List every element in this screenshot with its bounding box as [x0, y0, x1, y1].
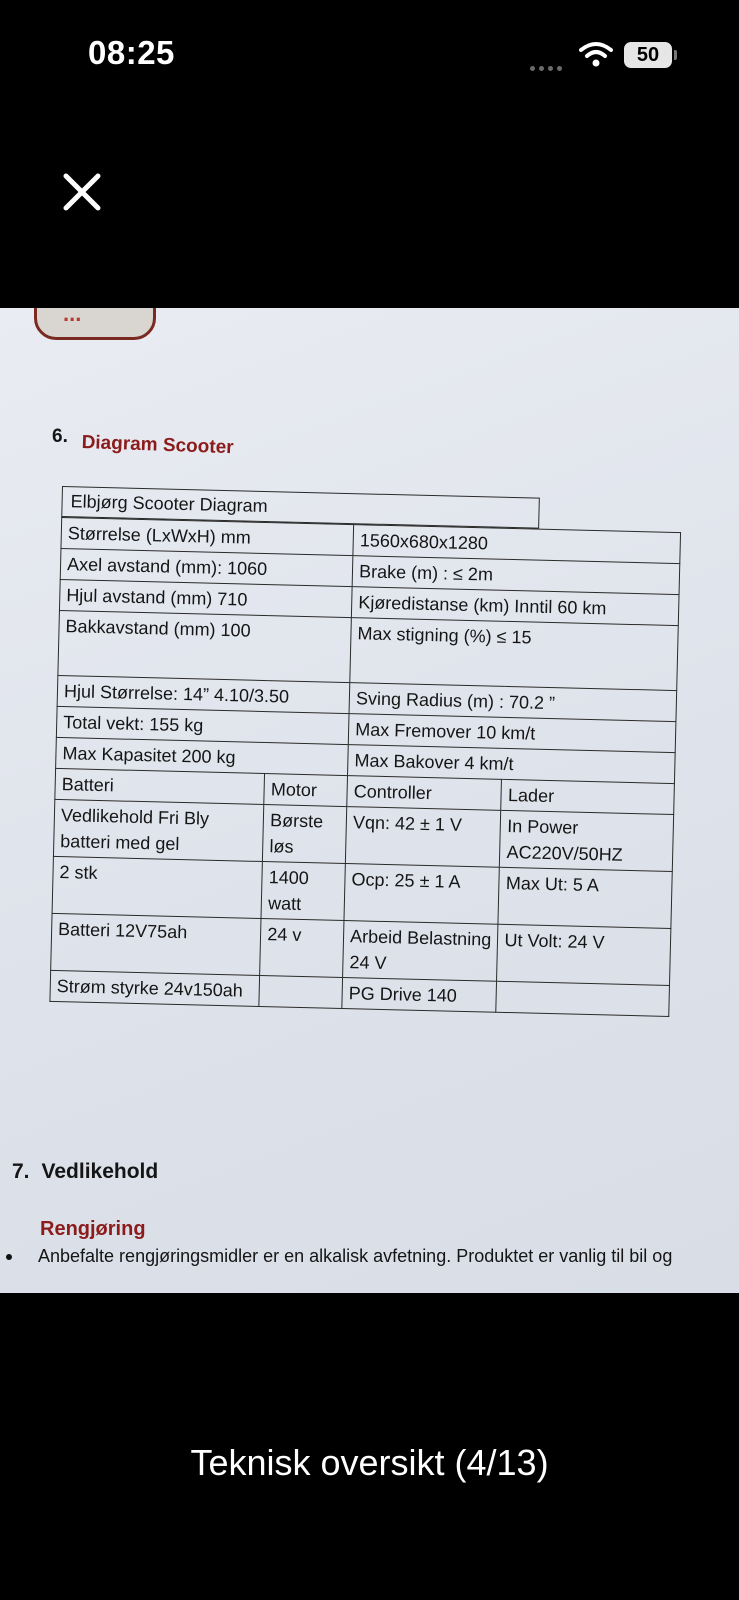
paragraph-text: Anbefalte rengjøringsmidler er en alkalisk avfetning. Produktet er vanlig til bil og — [38, 1246, 673, 1266]
table-cell: PG Drive 140 — [342, 978, 497, 1013]
table-cell: Axel avstand (mm): 1060 — [60, 548, 353, 586]
section-title: Vedlikehold — [41, 1160, 159, 1183]
table-cell — [259, 975, 343, 1008]
section-number: 6. — [52, 426, 68, 447]
table-cell: Hjul avstand (mm) 710 — [59, 579, 352, 617]
close-icon[interactable] — [58, 168, 106, 216]
wifi-icon — [579, 40, 613, 68]
table-cell: Strøm styrke 24v150ah — [50, 970, 260, 1006]
table-cell: Vedlikehold Fri Bly batteri med gel — [53, 799, 264, 861]
table-cell: 1560x680x1280 — [353, 525, 681, 564]
bullet-icon — [6, 1254, 12, 1260]
battery-indicator: 50 — [624, 42, 672, 68]
table-cell: Bakkavstand (mm) 100 — [58, 610, 352, 682]
table-header: Elbjørg Scooter Diagram — [61, 486, 540, 529]
table-header-cell: Lader — [501, 779, 674, 814]
status-time: 08:25 — [88, 34, 175, 71]
cellular-signal-icon — [530, 58, 570, 66]
table-cell: Børste løs — [263, 805, 347, 864]
table-cell: Max Fremover 10 km/t — [348, 714, 676, 753]
table-cell: Max Kapasitet 200 kg — [56, 737, 349, 775]
table-cell: Max stigning (%) ≤ 15 — [350, 618, 678, 691]
table-header-cell: Controller — [347, 776, 502, 811]
table-cell: Ocp: 25 ± 1 A — [344, 864, 500, 925]
table-cell: 24 v — [260, 918, 344, 977]
image-caption: Teknisk oversikt (4/13) — [190, 1442, 549, 1483]
document-photo — [0, 308, 739, 1293]
table-cell: 1400 watt — [261, 862, 345, 921]
document-page — [0, 308, 739, 1293]
table-cell: In Power AC220V/50HZ — [500, 810, 674, 871]
spec-grid — [49, 517, 681, 1017]
section-number: 7. — [12, 1160, 30, 1183]
table-cell: Total vekt: 155 kg — [56, 706, 349, 744]
table-cell: Max Ut: 5 A — [498, 867, 672, 928]
table-cell: Størrelse (LxWxH) mm — [61, 518, 354, 556]
table-cell: Hjul Størrelse: 14” 4.10/3.50 — [57, 675, 350, 713]
table-header-cell: Motor — [264, 774, 348, 807]
section-heading — [12, 1160, 158, 1184]
table-cell: Sving Radius (m) : 70.2 ” — [349, 683, 677, 722]
spec-table — [49, 486, 681, 1017]
table-cell: Vqn: 42 ± 1 V — [345, 807, 501, 868]
battery-tip-icon — [674, 50, 677, 60]
subsection-title: Rengjøring — [40, 1218, 146, 1240]
table-cell: Kjøredistanse (km) Inntil 60 km — [351, 587, 679, 626]
table-header-cell: Batteri — [55, 768, 265, 804]
section-title: Diagram Scooter — [81, 432, 234, 459]
table-cell: Ut Volt: 24 V — [497, 924, 671, 985]
table-cell: Arbeid Belastning 24 V — [343, 921, 499, 982]
table-cell: Max Bakover 4 km/t — [348, 745, 676, 784]
table-cell — [496, 981, 669, 1016]
company-logo: ... — [34, 308, 156, 340]
table-cell: 2 stk — [52, 856, 263, 918]
table-cell: Batteri 12V75ah — [51, 913, 262, 975]
table-cell: Brake (m) : ≤ 2m — [352, 556, 680, 595]
status-bar — [0, 0, 739, 110]
